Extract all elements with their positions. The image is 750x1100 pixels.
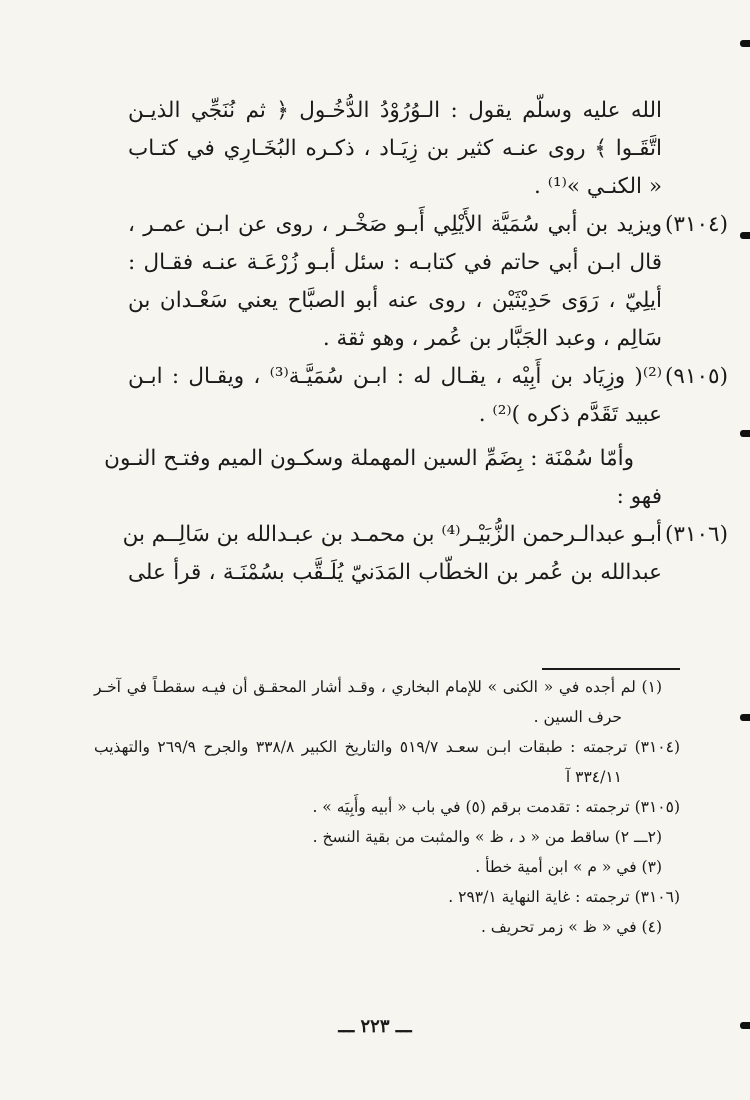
page-number: ـــ ٢٢٣ ـــ xyxy=(338,1016,412,1037)
footnote: (٣١٠٦) ترجمته : غاية النهاية ٢٩٣/١ . xyxy=(448,888,680,906)
footnotes xyxy=(94,672,680,942)
entry-number: (٩١٠٥) xyxy=(665,364,728,389)
section-paragraph xyxy=(104,440,662,478)
page-edge-mark xyxy=(740,40,750,47)
main-text xyxy=(104,92,728,592)
text-line: سَالِم ، وعبد الجَبَّار بن عُمر ، وهو ثقة . xyxy=(322,326,662,351)
entry-3104 xyxy=(128,206,728,358)
text-line: وأمّا سُمْنَة : بِضَمِّ السين المهملة وسكـون الميم وفتـح النـون xyxy=(104,446,634,471)
text-line: قال ابـن أبي حاتم في كتابـه : سئل أبـو زُرْعَـة عنـه فقـال : xyxy=(128,250,662,275)
entry-number: (٣١٠٦) xyxy=(665,522,728,547)
entry-3106 xyxy=(122,516,728,592)
page-edge-mark xyxy=(740,430,750,437)
entry-number: (٣١٠٤) xyxy=(665,212,728,237)
intro-paragraph xyxy=(128,92,662,206)
text-line: ويزيد بن أبي سُمَيَّة الأَيْلِي أَبـو صَخْـر ، روى عن ابـن عمـر ، xyxy=(128,212,662,237)
footnote: (٤) في « ظ » زمر تحريف . xyxy=(480,918,662,936)
entry-9105 xyxy=(128,358,728,434)
footnote: (٣١٠٤) ترجمته : طبقات ابـن سعـد ٥١٩/٧ والتاريخ الكبير ٣٣٨/٨ والجرح ٢٦٩/٩ والتهذيب xyxy=(94,738,680,756)
footnote: (٣) في « م » ابن أمية خطأ . xyxy=(475,858,662,876)
footnote: (٣١٠٥) ترجمته : تقدمت برقم (٥) في باب « أبيه وأَبِيَه » . xyxy=(312,798,680,816)
text-line: فهو : xyxy=(616,484,662,509)
page-edge-mark xyxy=(740,714,750,721)
text-line: عبيد تَقَدَّم ذكره )⁽²⁾ . xyxy=(478,402,662,427)
text-line: أيلِيّ ، رَوَى حَدِيْثَيْن ، روى عنه أبو الصبَّاح يعني سَعْـدان بن xyxy=(128,288,662,313)
footnote: حرف السين . xyxy=(533,708,622,726)
text-line: عبدالله بن عُمر بن الخطّاب المَدَنيّ يُلَـقَّب بسُمْنَـة ، قرأ على xyxy=(128,560,662,585)
footnote: ٣٣٤/١١ آ xyxy=(565,768,622,786)
page-edge-mark xyxy=(740,232,750,239)
footnote: (١) لم أجده في « الكنى » للإمام البخاري ، وقـد أشار المحقـق أن فيـه سقطـاً في آخـر xyxy=(94,678,662,696)
footnote: (٢ـــ ٢) ساقط من « د ، ظ » والمثبت من بقية النسخ . xyxy=(312,828,662,846)
text-line: الله عليه وسلّم يقول : الـوُرُوْدُ الدُّخُـول ﴿ ثم نُنَجِّي الذيـن xyxy=(128,98,662,123)
text-line: اتَّقَـوا ﴾ روى عنـه كثير بن زِيَـاد ، ذكـره البُخَـارِي في كتـاب xyxy=(128,136,662,161)
text-line: أبـو عبدالـرحمن الزُّبَيْـر⁽⁴⁾ بن محمـد بن عبـدالله بن سَالِــم بن xyxy=(122,522,662,547)
footnote-separator xyxy=(542,668,680,670)
text-line: « الكنـي »⁽¹⁾ . xyxy=(534,174,662,199)
text-line: ⁽²⁾( وزِيَاد بن أَبِيْه ، يقـال له : ابـن سُمَيَّـة⁽³⁾ ، ويقـال : ابـن xyxy=(128,364,663,389)
